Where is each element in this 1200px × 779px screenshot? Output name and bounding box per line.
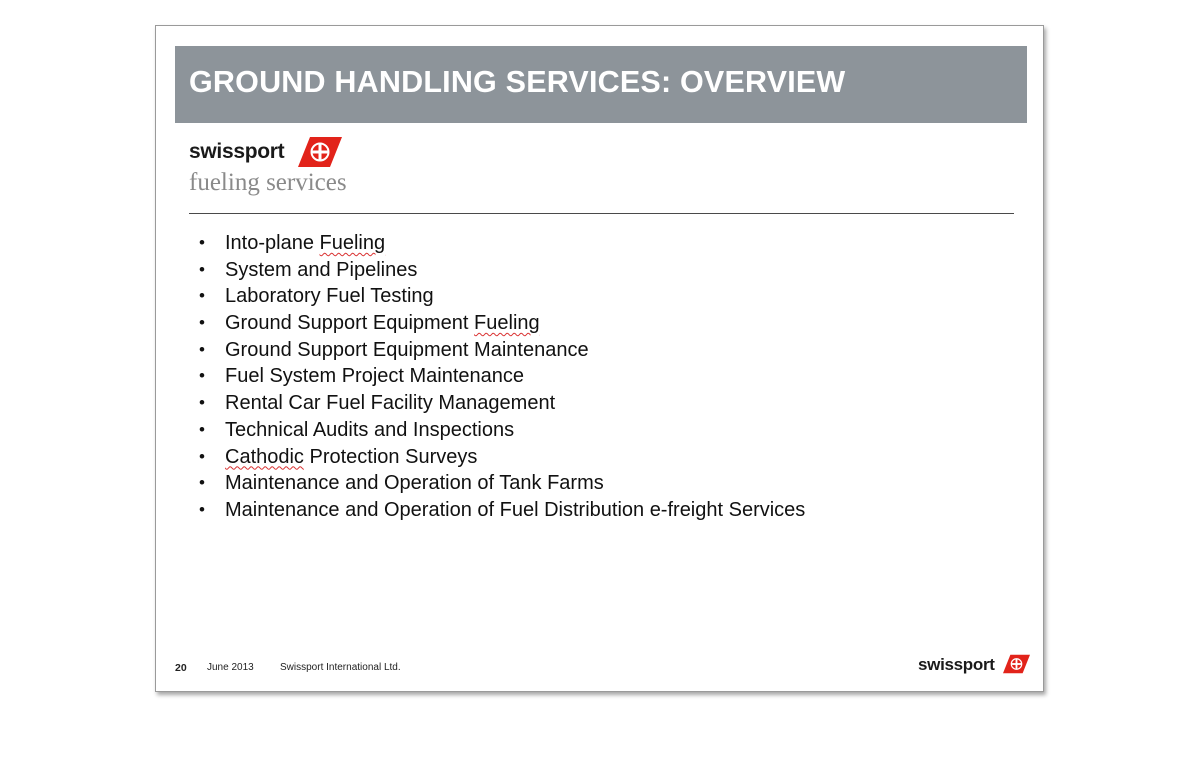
- list-item: • Ground Support Equipment Fueling: [196, 310, 805, 337]
- brand-subtitle: fueling services: [189, 169, 347, 196]
- list-item: • Technical Audits and Inspections: [196, 417, 805, 444]
- bullet-icon: •: [199, 366, 205, 386]
- list-item: • Fuel System Project Maintenance: [196, 363, 805, 390]
- footer-logo: [918, 652, 1030, 680]
- swissport-cross-emblem-icon: [298, 137, 342, 167]
- page-number: 20: [175, 662, 187, 674]
- bullet-icon: •: [199, 393, 205, 413]
- list-item: • Laboratory Fuel Testing: [196, 283, 805, 310]
- bullet-icon: •: [199, 233, 205, 252]
- brand-name: swissport: [189, 140, 285, 163]
- bullet-icon: •: [199, 286, 205, 306]
- list-item: • Maintenance and Operation of Fuel Distribution e-freight Services: [196, 497, 805, 524]
- swissport-cross-emblem-icon: [1003, 653, 1030, 675]
- divider: [189, 213, 1014, 214]
- bullet-icon: •: [199, 473, 205, 493]
- service-list: [196, 230, 805, 524]
- bullet-icon: •: [199, 339, 205, 359]
- footer-date: June 2013: [207, 662, 254, 673]
- list-item: • Into-plane Fueling: [196, 230, 805, 257]
- slide: [155, 25, 1044, 692]
- bullet-icon: •: [199, 259, 205, 279]
- list-item: • Ground Support Equipment Maintenance: [196, 337, 805, 364]
- list-item: • System and Pipelines: [196, 257, 805, 284]
- brand-logo: [189, 136, 489, 202]
- list-item: • Rental Car Fuel Facility Management: [196, 390, 805, 417]
- bullet-icon: •: [199, 499, 205, 519]
- bullet-icon: •: [199, 313, 205, 333]
- bullet-icon: •: [199, 446, 205, 466]
- bullet-icon: •: [199, 419, 205, 439]
- list-item: • Maintenance and Operation of Tank Farms: [196, 470, 805, 497]
- footer-company: Swissport International Ltd.: [280, 662, 401, 673]
- slide-title: GROUND HANDLING SERVICES: OVERVIEW: [189, 65, 846, 99]
- footer-logo-name: swissport: [918, 655, 995, 674]
- list-item: • Cathodic Protection Surveys: [196, 444, 805, 471]
- title-bar: [175, 46, 1027, 123]
